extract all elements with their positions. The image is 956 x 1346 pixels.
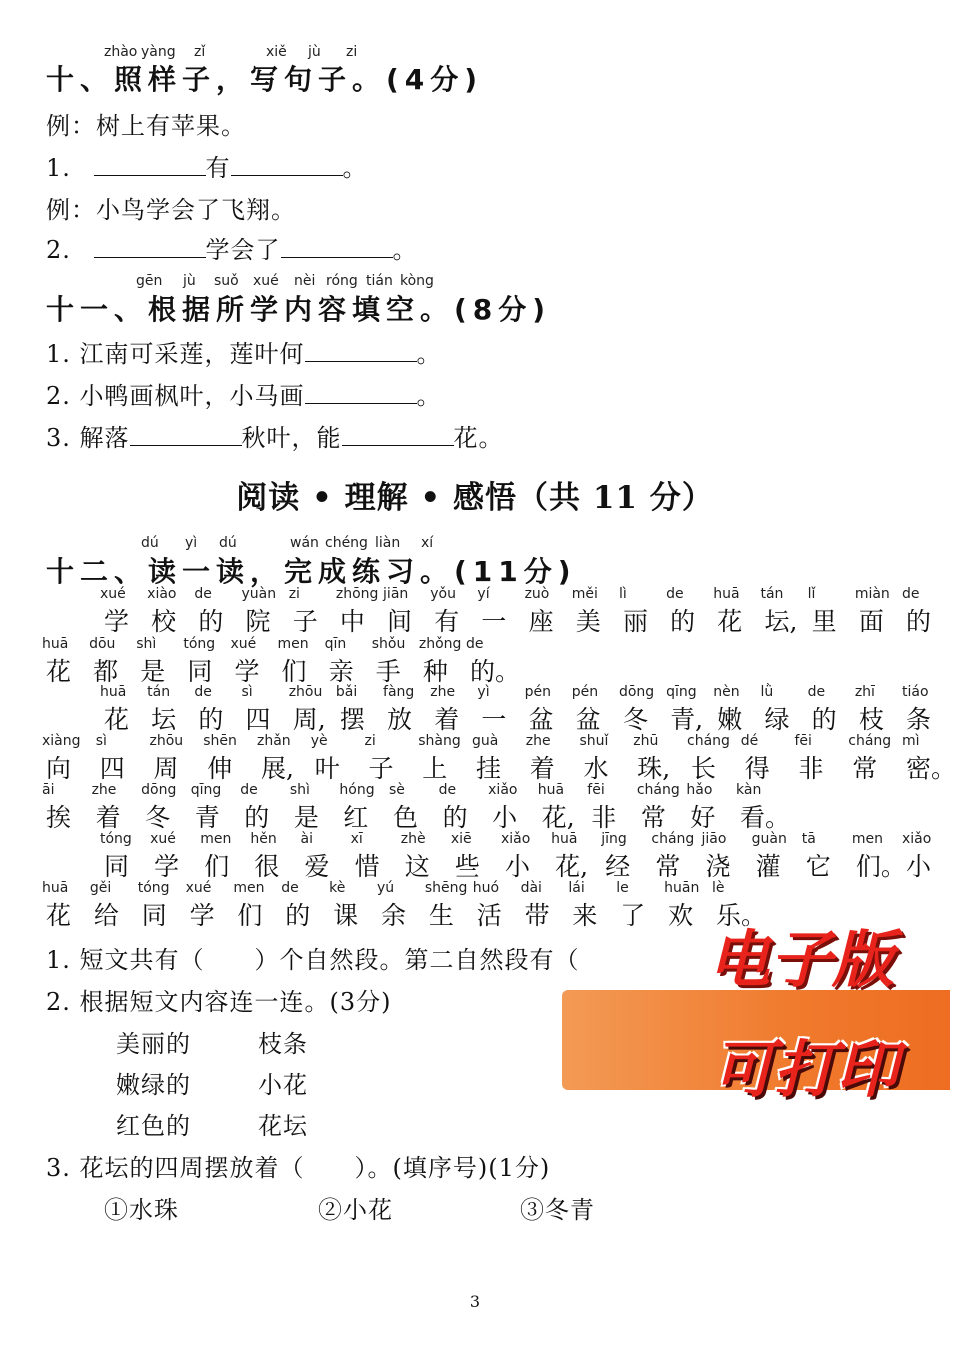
pinyin: dé [740, 733, 759, 749]
pinyin: sì [241, 684, 253, 700]
passage-character: 的 [811, 705, 837, 734]
passage-character: 丽 [622, 607, 648, 636]
passage-character: 很 [254, 852, 280, 881]
passage-character: 伸 [207, 754, 233, 783]
pinyin: xiàng [42, 733, 81, 749]
pinyin: huā [42, 880, 69, 896]
pinyin: guà [472, 733, 499, 749]
pinyin: zhī [854, 684, 875, 700]
passage-character: 它 [805, 852, 831, 881]
match-right-item[interactable]: 枝条 [258, 1030, 308, 1058]
pinyin: fēi [794, 733, 812, 749]
passage-character: 座 [528, 607, 554, 636]
pinyin: shì [136, 636, 157, 652]
passage-character: 爱 [304, 852, 330, 881]
passage-character: 挨 [46, 803, 72, 832]
passage-character: 子 [368, 754, 394, 783]
pinyin: jù [308, 44, 321, 60]
passage-character: 水 [583, 754, 609, 783]
passage-character: 亲 [328, 657, 354, 686]
pinyin: huā [713, 586, 740, 602]
passage-character: 种 [422, 657, 448, 686]
pinyin: huān [664, 880, 700, 896]
passage-character: 中 [339, 607, 365, 636]
match-left-item[interactable]: 红色的 [116, 1112, 191, 1140]
pinyin: shēn [203, 733, 237, 749]
pinyin: de [807, 684, 826, 700]
pinyin: jiāo [701, 831, 727, 847]
passage-character: 美 [575, 607, 601, 636]
passage-character: 是 [293, 803, 319, 832]
answer-blank[interactable] [305, 339, 417, 362]
pinyin: jù [183, 273, 196, 289]
passage-character: 花 [104, 705, 130, 734]
pinyin: xiǎo [902, 831, 932, 847]
pinyin: zǐ [194, 44, 206, 60]
passage-character: 学 [234, 657, 260, 686]
pinyin: cháng [848, 733, 892, 749]
section11-heading: 十一、根据所学内容填空。(8分) [46, 293, 552, 326]
question-number: 2. [46, 236, 71, 264]
pinyin: zhe [525, 733, 551, 749]
pinyin: yú [377, 880, 395, 896]
passage-character: 院 [245, 607, 271, 636]
pinyin: yì [185, 535, 198, 551]
passage-character: 周, [292, 705, 326, 734]
pinyin: yuàn [241, 586, 277, 602]
pinyin: xiǎo [501, 831, 531, 847]
pinyin: xī [350, 831, 363, 847]
pinyin: chéng [325, 535, 368, 551]
pinyin: zhe [430, 684, 456, 700]
pinyin: shàng [418, 733, 461, 749]
passage-character: 色 [393, 803, 419, 832]
pinyin: shì [289, 782, 310, 798]
pinyin: gěi [89, 880, 112, 896]
question-text: 。 [416, 340, 442, 368]
pinyin: xué [100, 586, 126, 602]
passage-character: 这 [404, 852, 430, 881]
passage-character: 周 [153, 754, 179, 783]
pinyin: kàn [736, 782, 762, 798]
pinyin: lái [568, 880, 585, 896]
question-12-2: 2. 根据短文内容连一连。(3分) [46, 988, 392, 1016]
question-text: 2. 小鸭画枫叶，小马画 [46, 382, 305, 410]
passage-character: 花 [46, 657, 72, 686]
pinyin: hěn [250, 831, 277, 847]
pinyin: zhōng [335, 586, 379, 602]
option-1[interactable]: ①水珠 [104, 1196, 179, 1224]
passage-character: 的 [198, 705, 224, 734]
question-10-2 [46, 230, 418, 265]
pinyin: yí [477, 586, 490, 602]
pinyin: xiào [147, 586, 177, 602]
passage-character: 常 [852, 754, 878, 783]
pinyin: guàn [751, 831, 787, 847]
passage-character: 摆 [339, 705, 365, 734]
passage-character: 得 [744, 754, 770, 783]
passage-character: 四 [245, 705, 271, 734]
question-11-2 [46, 376, 442, 411]
passage-character: 青, [670, 705, 704, 734]
pinyin: zi [346, 44, 358, 60]
passage-character: 好 [690, 803, 716, 832]
passage-character: 常 [640, 803, 666, 832]
passage-character: 校 [151, 607, 177, 636]
passage-character: 惜 [354, 852, 380, 881]
pinyin: huā [100, 684, 127, 700]
passage-character: 给 [93, 901, 119, 930]
pinyin: huā [551, 831, 578, 847]
pinyin: nèn [713, 684, 740, 700]
pinyin: jīng [601, 831, 627, 847]
pinyin: huā [42, 636, 69, 652]
passage-character: 盆 [575, 705, 601, 734]
passage-character: 四 [99, 754, 125, 783]
passage-character: 学 [154, 852, 180, 881]
pinyin: mì [902, 733, 920, 749]
passage-character: 长 [691, 754, 717, 783]
passage-character: 间 [387, 607, 413, 636]
passage-character: 同 [104, 852, 130, 881]
pinyin: yàng [141, 44, 176, 60]
answer-blank[interactable] [130, 423, 242, 446]
pinyin: de [438, 782, 457, 798]
passage-character: 课 [333, 901, 359, 930]
passage-character: 学 [104, 607, 130, 636]
pinyin: bǎi [335, 684, 358, 700]
passage-character: 的 [442, 803, 468, 832]
passage-character: 常 [655, 852, 681, 881]
match-left-item[interactable]: 嫩绿的 [116, 1071, 191, 1099]
pinyin: miàn [854, 586, 890, 602]
passage-character: 的 [670, 607, 696, 636]
section10-heading: 十、照样子，写句子。(4分) [46, 63, 484, 96]
question-text: 有 [205, 154, 231, 182]
answer-blank[interactable] [281, 235, 393, 258]
pinyin: jiān [383, 586, 409, 602]
question-12-3: 3. 花坛的四周摆放着（ ）。(填序号)(1分) [46, 1154, 551, 1182]
question-text: 花。 [453, 424, 504, 452]
pinyin: de [194, 586, 212, 602]
passage-character: 花, [541, 803, 575, 832]
pinyin: lè [712, 880, 725, 896]
passage-character: 里 [811, 607, 837, 636]
passage-character: 们 [204, 852, 230, 881]
passage-character: 非 [591, 803, 617, 832]
passage-character: 条 [906, 705, 932, 734]
passage-character: 同 [141, 901, 167, 930]
passage-character: 一 [481, 607, 507, 636]
passage-character: 坛, [764, 607, 798, 636]
pinyin: xué [230, 636, 257, 652]
pinyin: lǐ [807, 586, 816, 602]
question-text: 秋叶，能 [241, 424, 342, 452]
pinyin: ài [300, 831, 313, 847]
pinyin: pén [571, 684, 599, 700]
passage-character: 嫩 [717, 705, 743, 734]
passage-character: 来 [572, 901, 598, 930]
answer-blank[interactable] [305, 381, 417, 404]
passage-character: 灌 [755, 852, 781, 881]
passage-character: 面 [858, 607, 884, 636]
passage-character: 的 [244, 803, 270, 832]
pinyin: sè [389, 782, 405, 798]
passage-character: 子 [292, 607, 318, 636]
passage-character: 有 [434, 607, 460, 636]
pinyin: shuǐ [579, 733, 609, 749]
pinyin: de [281, 880, 299, 896]
passage-character: 青 [194, 803, 220, 832]
pinyin: huó [472, 880, 500, 896]
pinyin: men [233, 880, 265, 896]
passage-character: 坛 [151, 705, 177, 734]
passage-character: 欢 [668, 901, 694, 930]
question-text: 。 [342, 154, 368, 182]
passage-character: 看。 [740, 803, 791, 832]
pinyin: liàn [375, 535, 401, 551]
pinyin: de [240, 782, 258, 798]
passage-character: 冬 [622, 705, 648, 734]
pinyin: zhǎn [257, 733, 291, 749]
pinyin: nèi [294, 273, 316, 289]
pinyin: zhū [633, 733, 659, 749]
passage-character: 向 [46, 754, 72, 783]
pinyin: wán [290, 535, 319, 551]
pinyin: men [200, 831, 232, 847]
question-text: 学会了 [205, 236, 281, 264]
passage-character: 带 [524, 901, 550, 930]
pinyin: yì [477, 684, 490, 700]
passage-character: 手 [375, 657, 401, 686]
question-11-1 [46, 334, 442, 369]
passage-character: 绿 [764, 705, 790, 734]
pinyin: xué [185, 880, 212, 896]
pinyin: suǒ [214, 273, 239, 289]
passage-character: 上 [422, 754, 448, 783]
pinyin: dōng [618, 684, 655, 700]
example-sentence-2: 例：小鸟学会了飞翔。 [46, 196, 296, 224]
pinyin: tóng [100, 831, 132, 847]
answer-blank[interactable] [94, 235, 206, 258]
pinyin: zhōu [149, 733, 184, 749]
passage-character: 都 [93, 657, 119, 686]
passage-character: 放 [387, 705, 413, 734]
passage-character: 盆 [528, 705, 554, 734]
question-text: 。 [392, 236, 418, 264]
pinyin: cháng [651, 831, 695, 847]
promo-printable: 可打印 [712, 1033, 899, 1106]
passage-character: 珠, [637, 754, 671, 783]
passage-character: 们 [281, 657, 307, 686]
passage-character: 余 [381, 901, 407, 930]
passage-character: 些 [454, 852, 480, 881]
passage-character: 着 [529, 754, 555, 783]
pinyin: xiě [266, 44, 287, 60]
pinyin: lǜ [760, 684, 774, 700]
pinyin: kè [329, 880, 346, 896]
pinyin: shēng [424, 880, 468, 896]
passage-character: 非 [798, 754, 824, 783]
pinyin: lì [618, 586, 627, 602]
option-3[interactable]: ③冬青 [520, 1196, 595, 1224]
question-number: 1. [46, 154, 71, 182]
passage-character: 小 [505, 852, 531, 881]
passage-character: 冬 [145, 803, 171, 832]
pinyin: zhe [91, 782, 117, 798]
passage-character: 生 [428, 901, 454, 930]
pinyin: dài [520, 880, 542, 896]
pinyin: tóng [137, 880, 170, 896]
passage-character: 经 [605, 852, 631, 881]
promo-electronic-version: 电子版 [708, 923, 895, 996]
pinyin: de [466, 636, 484, 652]
passage-character: 枝 [858, 705, 884, 734]
section12-heading: 十二、读一读，完成练习。(11分) [46, 555, 577, 588]
page-number: 3 [469, 1292, 481, 1311]
passage-character: 同 [187, 657, 213, 686]
pinyin: de [902, 586, 920, 602]
answer-blank[interactable] [94, 153, 206, 176]
passage-character: 们 [237, 901, 263, 930]
passage-character: 乐。 [716, 901, 767, 930]
match-right-item[interactable]: 花坛 [258, 1112, 308, 1140]
pinyin: gēn [136, 273, 163, 289]
pinyin: de [194, 684, 212, 700]
passage-character: 的 [198, 607, 224, 636]
pinyin: dōu [89, 636, 116, 652]
passage-character: 的。 [470, 657, 521, 686]
pinyin: zhào [104, 44, 138, 60]
pinyin: shǒu [371, 636, 406, 652]
pinyin: yǒu [430, 586, 456, 602]
passage-character: 红 [343, 803, 369, 832]
option-2[interactable]: ②小花 [318, 1196, 393, 1224]
passage-character: 花, [555, 852, 589, 881]
pinyin: zi [288, 586, 300, 602]
match-right-item[interactable]: 小花 [258, 1071, 308, 1099]
pinyin: men [277, 636, 309, 652]
passage-character: 着 [434, 705, 460, 734]
answer-blank[interactable] [342, 423, 454, 446]
pinyin: tián [366, 273, 393, 289]
pinyin: zhè [400, 831, 426, 847]
passage-character: 密。 [906, 754, 956, 783]
pinyin: zhōu [288, 684, 323, 700]
pinyin: huā [537, 782, 565, 798]
question-text: 。 [416, 382, 442, 410]
pinyin: men [851, 831, 883, 847]
pinyin: āi [42, 782, 55, 798]
passage-character: 学 [189, 901, 215, 930]
pinyin: hóng [339, 782, 375, 798]
passage-character: 挂 [476, 754, 502, 783]
example-sentence-1: 例：树上有苹果。 [46, 112, 246, 140]
pinyin: xiǎo [488, 782, 518, 798]
pinyin: róng [326, 273, 358, 289]
pinyin: cháng [687, 733, 730, 749]
passage-character: 了 [620, 901, 646, 930]
passage-character: 一 [481, 705, 507, 734]
pinyin: le [616, 880, 629, 896]
passage-character: 活 [476, 901, 502, 930]
pinyin: sì [95, 733, 107, 749]
pinyin: yè [310, 733, 328, 749]
pinyin: cháng [636, 782, 680, 798]
pinyin: kòng [400, 273, 434, 289]
pinyin: zhǒng [418, 636, 462, 652]
pinyin: xí [421, 535, 434, 551]
question-text: 3. 解落 [46, 424, 130, 452]
pinyin: pén [524, 684, 551, 700]
pinyin: hǎo [686, 782, 713, 798]
pinyin: tiáo [902, 684, 929, 700]
passage-character: 花 [717, 607, 743, 636]
reading-section-title: 阅读 • 理解 • 感悟（共 11 分） [236, 480, 714, 516]
pinyin: qīng [666, 684, 697, 700]
passage-character: 小 [906, 852, 932, 881]
pinyin: měi [571, 586, 598, 602]
question-10-1 [46, 148, 368, 183]
question-text: 1. 江南可采莲，莲叶何 [46, 340, 305, 368]
passage-character: 小 [492, 803, 518, 832]
pinyin: tā [801, 831, 816, 847]
pinyin: tóng [183, 636, 216, 652]
pinyin: xiē [450, 831, 472, 847]
pinyin: qīng [190, 782, 222, 798]
pinyin: xué [150, 831, 176, 847]
pinyin: qīn [324, 636, 347, 652]
pinyin: fàng [383, 684, 415, 700]
passage-character: 的 [285, 901, 311, 930]
question-11-3 [46, 418, 504, 453]
match-left-item[interactable]: 美丽的 [116, 1030, 191, 1058]
pinyin: fēi [587, 782, 605, 798]
passage-character: 们。 [855, 852, 906, 881]
pinyin: zi [364, 733, 376, 749]
pinyin: dōng [141, 782, 177, 798]
pinyin: de [666, 586, 684, 602]
passage-character: 的 [906, 607, 932, 636]
pinyin: dú [219, 535, 237, 551]
question-12-1: 1. 短文共有（ ）个自然段。第二自然段有（ [46, 946, 580, 974]
passage-character: 展, [261, 754, 294, 783]
passage-character: 花 [46, 901, 72, 930]
passage-character: 着 [95, 803, 121, 832]
pinyin: dú [141, 535, 159, 551]
pinyin: tán [760, 586, 784, 602]
pinyin: tán [147, 684, 171, 700]
answer-blank[interactable] [231, 153, 343, 176]
passage-character: 叶 [314, 754, 340, 783]
passage-character: 浇 [705, 852, 731, 881]
pinyin: xué [253, 273, 279, 289]
pinyin: zuò [524, 586, 550, 602]
passage-character: 是 [140, 657, 166, 686]
